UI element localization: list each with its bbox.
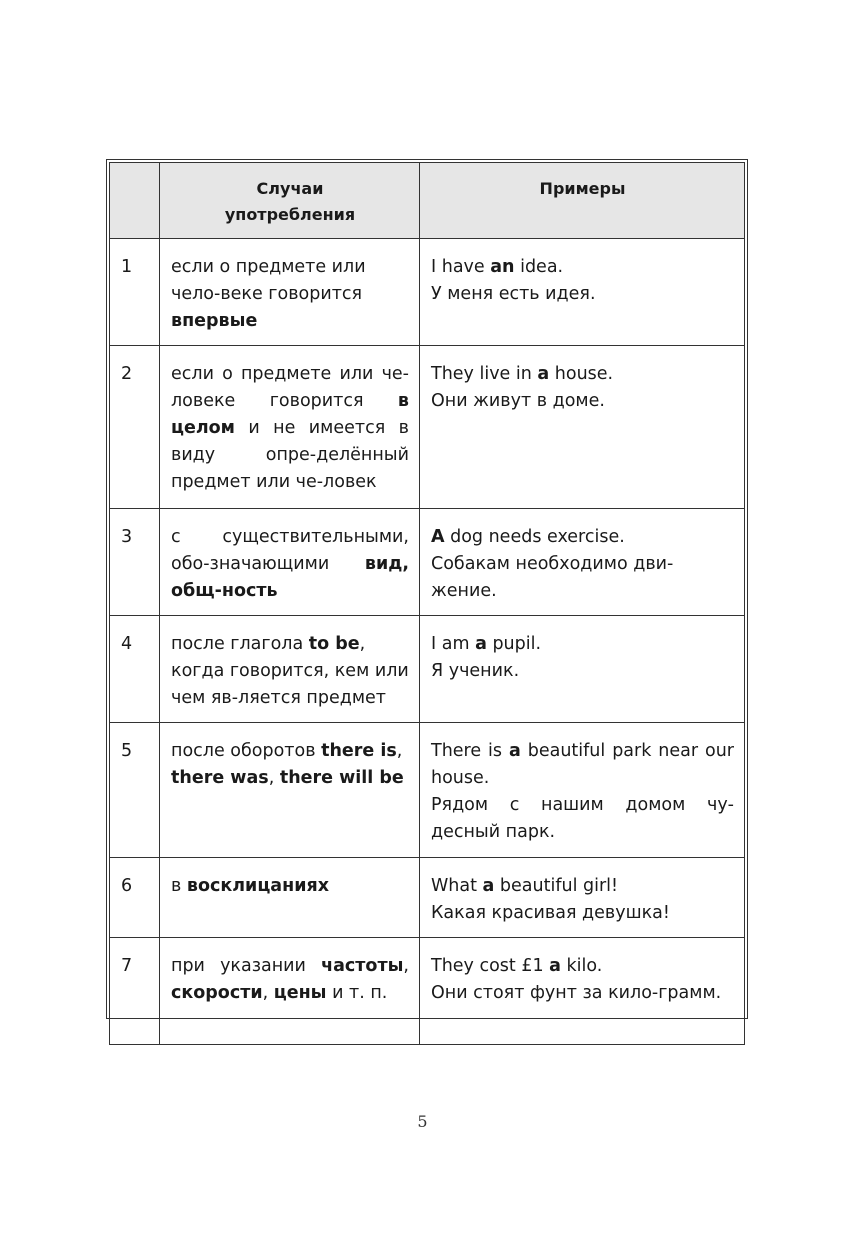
row-number: 5 [110,723,160,858]
table-row [110,239,745,346]
usage-table-frame [106,159,748,1019]
table-header-row [110,163,745,239]
usage-example [420,938,745,1045]
usage-case: если о предмете или чело-веке говорится впервые [160,239,420,346]
usage-example [420,616,745,723]
usage-example [420,346,745,509]
table-row [110,509,745,616]
example-english: I am a pupil. [431,634,542,654]
header-cases: Случаи употребления [160,163,420,239]
usage-example [420,509,745,616]
row-number: 1 [110,239,160,346]
usage-example [420,239,745,346]
header-num [110,163,160,239]
example-russian: Какая красивая девушка! [431,903,670,923]
example-russian: Рядом с нашим домом чу-десный парк. [431,795,734,842]
usage-case: если о предмете или че-ловеке говорится в целом и не имеется в виду опре-делённый предмет или че-ловек [160,346,420,509]
example-english: There is a beautiful park near our house. [431,741,734,788]
usage-case: в восклицаниях [160,858,420,938]
table-row [110,346,745,509]
table-row [110,723,745,858]
usage-example [420,858,745,938]
usage-case: с существительными, обо-значающими вид, общ-ность [160,509,420,616]
example-russian: Они живут в доме. [431,391,605,411]
table-row [110,938,745,1045]
row-number: 7 [110,938,160,1045]
usage-case: при указании частоты, скорости, цены и т. п. [160,938,420,1045]
row-number: 4 [110,616,160,723]
table-row [110,858,745,938]
example-russian: У меня есть идея. [431,284,596,304]
example-russian: Собакам необходимо дви-жение. [431,554,674,601]
row-number: 2 [110,346,160,509]
example-english: They live in a house. [431,364,614,384]
page-number: 5 [417,1112,428,1131]
example-russian: Они стоят фунт за кило-грамм. [431,983,722,1003]
table-row [110,616,745,723]
example-english: A dog needs exercise. [431,527,625,547]
header-examples: Примеры [420,163,745,239]
example-russian: Я ученик. [431,661,520,681]
example-english: They cost £1 a kilo. [431,956,603,976]
usage-case: после глагола to be, когда говорится, кем или чем яв-ляется предмет [160,616,420,723]
usage-case: после оборотов there is, there was, there will be [160,723,420,858]
row-number: 3 [110,509,160,616]
example-english: I have an idea. [431,257,564,277]
usage-table [109,162,745,1045]
row-number: 6 [110,858,160,938]
usage-example [420,723,745,858]
example-english: What a beautiful girl! [431,876,619,896]
